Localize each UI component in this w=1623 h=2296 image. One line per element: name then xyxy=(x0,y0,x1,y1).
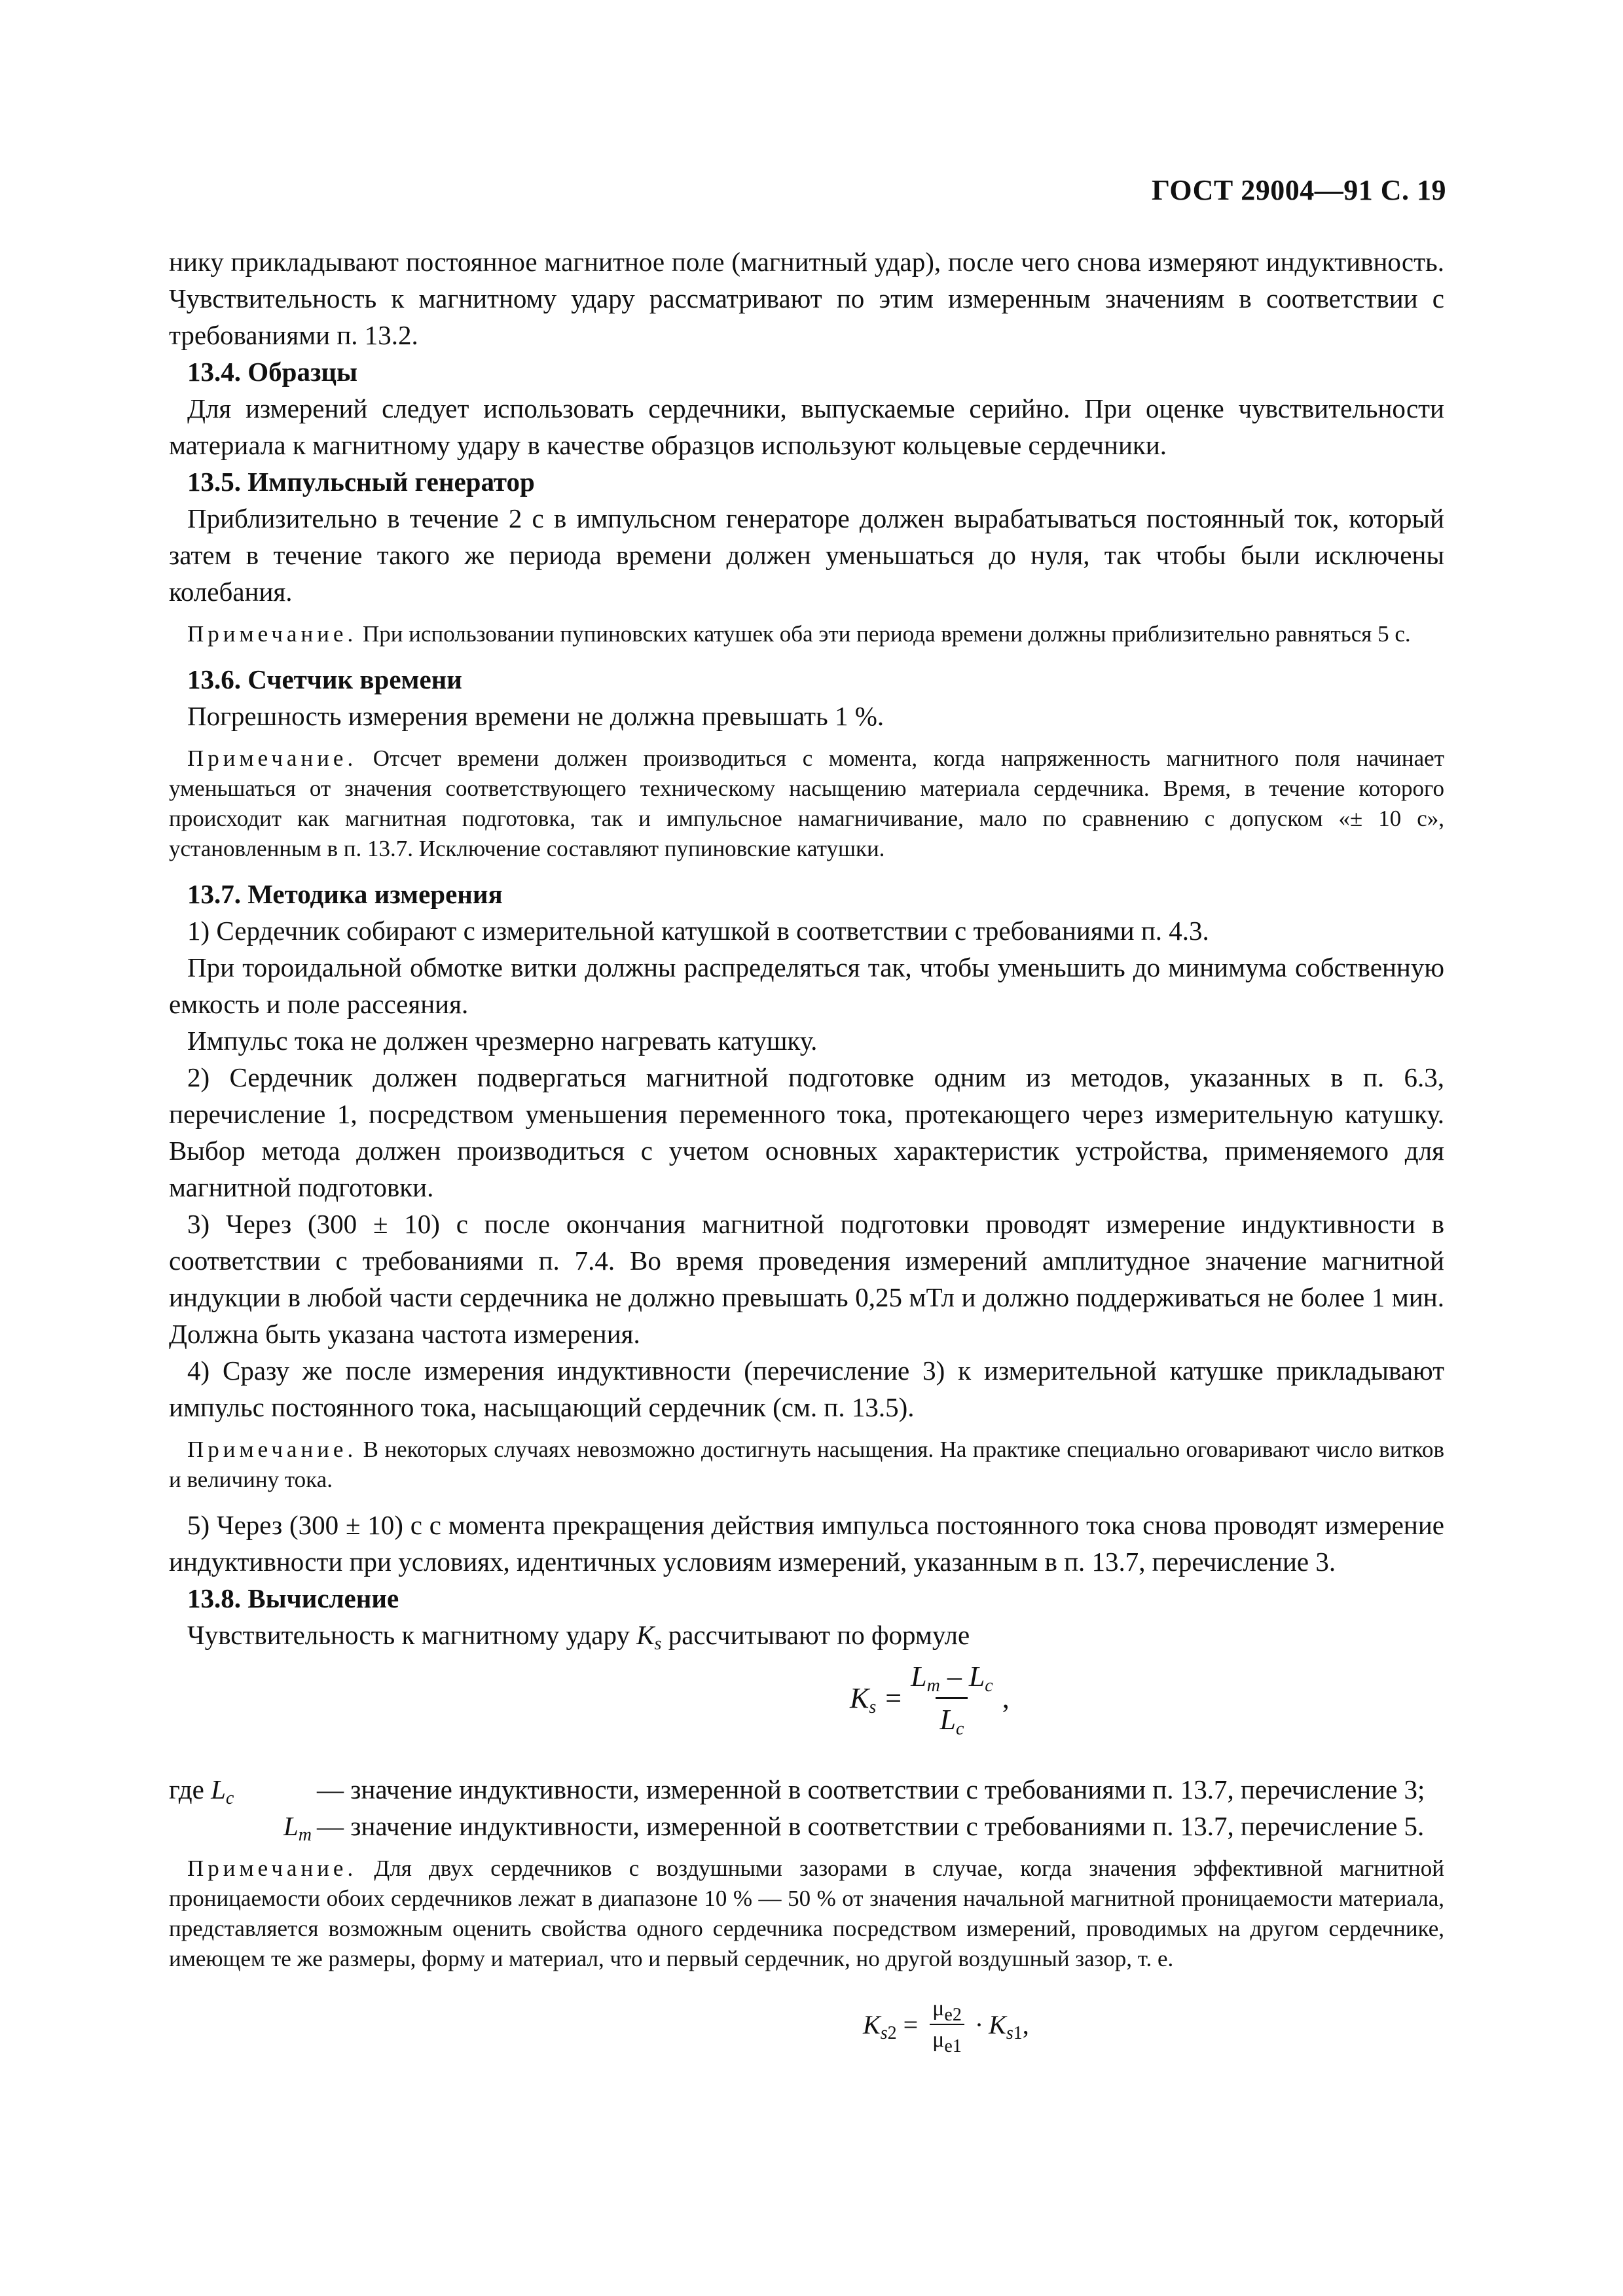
note-text: В некоторых случаях невозможно достигнуть насыщения. На практике специально оговаривают число витков и величину тока. xyxy=(169,1437,1444,1492)
where-block: где $L_c$ — значение индуктивности, измеренной в соответствии с требованиями п. 13.7, перечисление 3; $L_m$ — значение индуктивности, измеренной в соответствии с требованиями п. 13.7, перечисление 5. xyxy=(169,1771,1444,1844)
page-content xyxy=(169,243,1444,2071)
where-lc: — значение индуктивности, измеренной в соответствии с требованиями п. 13.7, перечисление 3; xyxy=(317,1774,1425,1804)
paragraph-13-7-2: 2) Сердечник должен подвергаться магнитной подготовке одним из методов, указанных в п. 6.3, перечисление 1, посредством уменьшения переменного тока, протекающего через измерительную катушку. Выбор метода должен производиться с учетом основных характеристик устройства, применяемого для магнитной подготовки. xyxy=(169,1062,1444,1202)
heading-13-5: 13.5. Импульсный генератор xyxy=(187,467,535,497)
note-13-6 xyxy=(169,744,1444,864)
formula-ks: $K_s$ = $\frac{L_m - L_c}{L_c}$ , xyxy=(850,1660,1010,1739)
page-header: ГОСТ 29004—91 С. 19 xyxy=(1151,174,1446,206)
heading-13-6: 13.6. Счетчик времени xyxy=(187,664,462,694)
paragraph-13-8: Чувствительность к магнитному удару $K_s$ рассчитывают по формуле xyxy=(187,1620,970,1654)
note-13-7 xyxy=(169,1435,1444,1495)
paragraph-13-7-5: 5) Через (300 ± 10) с с момента прекращения действия импульса постоянного тока снова проводят измерение индуктивности при условиях, идентичных условиям измерений, указанным в п. 13.7, перечисление 3. xyxy=(169,1510,1444,1577)
note-label: Примечание. xyxy=(187,745,357,771)
note-text: При использовании пупиновских катушек оба эти периода времени должны приблизительно равняться 5 с. xyxy=(357,621,1411,647)
paragraph-13-7-3: 3) Через (300 ± 10) с после окончания магнитной подготовки проводят измерение индуктивности в соответствии с требованиями п. 7.4. Во время проведения измерений амплитудное значение магнитной индукции в любой части сердечника не должно превышать 0,25 мТл и должно поддерживаться не более 1 мин. Должна быть указана частота измерения. xyxy=(169,1209,1444,1349)
paragraph-13-7-4: 4) Сразу же после измерения индуктивности (перечисление 3) к измерительной катушке прикладывают импульс постоянного тока, насыщающий сердечник (см. п. 13.5). xyxy=(169,1355,1444,1422)
note-13-8 xyxy=(169,1854,1444,1974)
formula-ks2: $K_{s2}$ = $\frac{\mu_{e2}}{\mu_{e1}}$ · $K_{s1}$ , xyxy=(863,1996,1029,2056)
heading-13-4: 13.4. Образцы xyxy=(187,357,358,387)
heading-13-8: 13.8. Вычисление xyxy=(187,1583,399,1613)
note-13-5 xyxy=(169,619,1444,649)
paragraph-13-7-1: 1) Сердечник собирают с измерительной катушкой в соответствии с требованиями п. 4.3. xyxy=(187,916,1209,946)
paragraph-continuation: нику прикладывают постоянное магнитное поле (магнитный удар), после чего снова измеряют индуктивность. Чувствительность к магнитному удару рассматривают по этим измеренным значениям в соответствии с требованиями п. 13.2. xyxy=(169,247,1444,350)
note-label: Примечание. xyxy=(187,621,357,647)
paragraph-13-5: Приблизительно в течение 2 с в импульсном генераторе должен вырабатываться постоянный ток, который затем в течение такого же периода времени должен уменьшаться до нуля, так чтобы были исключены колебания. xyxy=(169,503,1444,607)
paragraph-13-4: Для измерений следует использовать сердечники, выпускаемые серийно. При оценке чувствительности материала к магнитному удару в качестве образцов используют кольцевые сердечники. xyxy=(169,393,1444,460)
heading-13-7: 13.7. Методика измерения xyxy=(187,879,503,909)
note-label: Примечание. xyxy=(187,1856,357,1881)
note-label: Примечание. xyxy=(187,1437,357,1462)
paragraph-13-7-1b: При тороидальной обмотке витки должны распределяться так, чтобы уменьшить до минимума собственную емкость и поле рассеяния. xyxy=(169,952,1444,1019)
note-text: Отсчет времени должен производиться с момента, когда напряженность магнитного поля начинает уменьшаться от значения соответствующего техническому насыщению материала сердечника. Время, в течение которого происходит как магнитная подготовка, так и импульсное намагничивание, мало по сравнению с допуском «± 10 с», установленным в п. 13.7. Исключение составляют пупиновские катушки. xyxy=(169,745,1444,861)
paragraph-13-6: Погрешность измерения времени не должна превышать 1 %. xyxy=(187,701,884,731)
paragraph-13-7-1c: Импульс тока не должен чрезмерно нагревать катушку. xyxy=(187,1026,818,1056)
where-lm: — значение индуктивности, измеренной в соответствии с требованиями п. 13.7, перечисление 5. xyxy=(317,1811,1425,1841)
note-text: Для двух сердечников с воздушными зазорами в случае, когда значения эффективной магнитной проницаемости обоих сердечников лежат в диапазоне 10 % — 50 % от значения начальной магнитной проницаемости материала, представляется возможным оценить свойства одного сердечника посредством измерений, проводимых на другом сердечнике, имеющем те же размеры, форму и материал, что и первый сердечник, но другой воздушный зазор, т. е. xyxy=(169,1856,1444,1971)
